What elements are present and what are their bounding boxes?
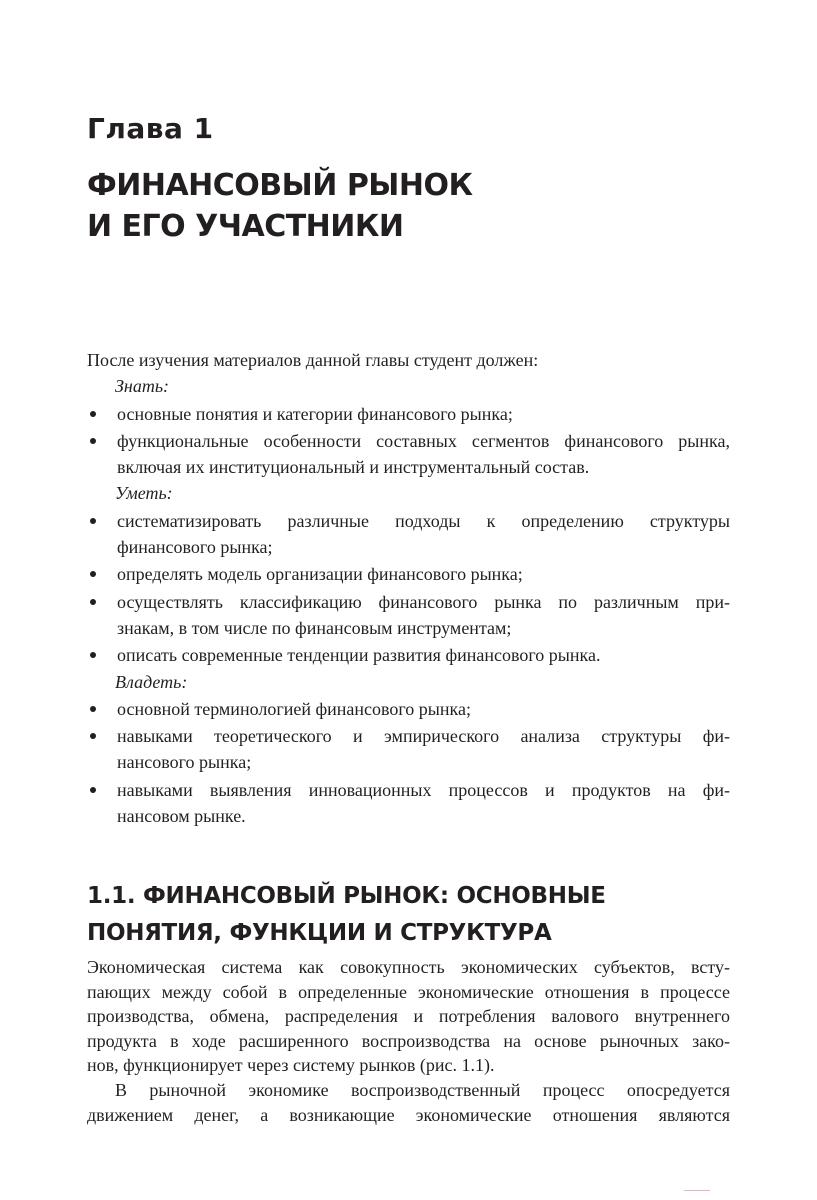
bullet-icon (90, 706, 96, 712)
paragraph (87, 1078, 730, 1127)
chapter-title-line: ФИНАНСОВЫЙ РЫНОК (87, 168, 473, 203)
bullet-line: навыками выявления инновационных процессов и продуктов на фи- (117, 779, 730, 800)
intro-text: После изучения материалов данной главы студент должен: (87, 350, 539, 370)
bullet-item (87, 508, 730, 561)
bullet-line: знакам, в том числе по финансовым инструментам; (117, 617, 512, 638)
bullet-item (87, 723, 730, 776)
bullet-item (87, 401, 730, 427)
body-text (87, 955, 730, 1127)
bullet-item (87, 589, 730, 642)
bullet-item (87, 777, 730, 830)
group-label: Уметь: (115, 483, 173, 504)
bullet-line: включая их институциональный и инструментальный состав. (117, 457, 590, 478)
bullet-icon (90, 438, 96, 444)
section-title (87, 878, 606, 952)
bullet-item (87, 561, 730, 587)
bullet-line: навыками теоретического и эмпирического анализа структуры фи- (117, 726, 730, 747)
bullet-icon (90, 652, 96, 658)
section-title-line: ПОНЯТИЯ, ФУНКЦИИ И СТРУКТУРА (87, 920, 552, 946)
paragraph-line: движением денег, а возникающие экономические отношения являются (87, 1104, 730, 1125)
chapter-title (87, 165, 473, 247)
bullet-line: осуществлять классификацию финансового рынка по различным при- (117, 591, 730, 612)
bullet-line: нансового рынка; (117, 752, 252, 773)
bullet-line: финансового рынка; (117, 537, 273, 558)
section-title-line: 1.1. ФИНАНСОВЫЙ РЫНОК: ОСНОВНЫЕ (87, 883, 606, 909)
paragraph-line: Экономическая система как совокупность экономических субъектов, всту- (87, 957, 730, 977)
bullet-icon (90, 571, 96, 577)
group-label: Знать: (115, 376, 170, 397)
paragraph-line: нов, функционирует через систему рынков (рис. 1.1). (87, 1055, 495, 1076)
bullet-item (87, 642, 730, 668)
bullet-icon (90, 733, 96, 739)
bullet-icon (90, 411, 96, 417)
bullet-icon (90, 599, 96, 605)
bullet-icon (90, 787, 96, 793)
bullet-item (87, 696, 730, 722)
group-label: Владеть: (115, 671, 188, 692)
paragraph-line: пающих между собой в определенные экономические отношения в процессе (87, 981, 730, 1002)
paragraph (87, 955, 730, 1078)
bullet-line: функциональные особенности составных сегментов финансового рынка, (117, 430, 730, 451)
bullet-item (87, 428, 730, 481)
learning-objectives (87, 347, 730, 829)
bullet-line: основные понятия и категории финансового рынка; (117, 403, 513, 424)
paragraph-line: В рыночной экономике воспроизводственный процесс опосредуется (115, 1079, 730, 1100)
chapter-label: Глава 1 (87, 112, 214, 145)
bullet-line: основной терминологией финансового рынка; (117, 698, 471, 719)
bullet-line: систематизировать различные подходы к определению структуры (117, 510, 730, 531)
bullet-line: описать современные тенденции развития финансового рынка. (117, 645, 601, 666)
chapter-title-line: И ЕГО УЧАСТНИКИ (87, 209, 404, 244)
page-mark (684, 1190, 710, 1191)
paragraph-line: продукта в ходе расширенного воспроизводства на основе рыночных зако- (87, 1030, 730, 1051)
bullet-icon (90, 518, 96, 524)
bullet-line: определять модель организации финансового рынка; (117, 564, 523, 585)
paragraph-line: производства, обмена, распределения и потребления валового внутреннего (87, 1006, 730, 1027)
bullet-line: нансовом рынке. (117, 806, 246, 827)
